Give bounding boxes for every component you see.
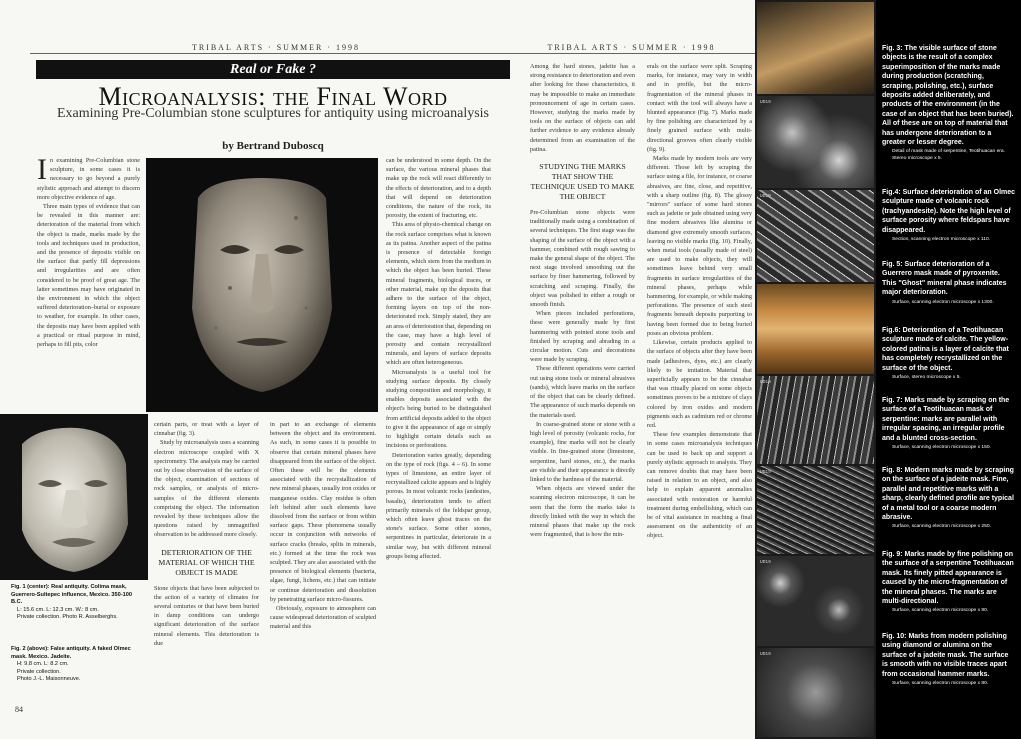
right-col2-paragraph: Likewise, certain products applied to the surface of objects after they have been made (adhesives, dyes, etc.) are clearly likely to be imitation. Material that superficially appears to be the cinnabar that was ritually placed on some objects sometimes proves to be a mixture of clays colored by iron oxides and modern pigments such as cadmium red or chrome red.	[647, 339, 752, 429]
column-1-text	[37, 156, 140, 412]
drop-cap: I	[37, 156, 47, 186]
running-head-right: TRIBAL ARTS · SUMMER · 1998	[547, 43, 716, 52]
fig2-caption-credit: Photo J.-L. Maisonneuve.	[17, 676, 81, 683]
right-col1-paragraph: When objects are viewed under the scanning electron microscope, it can be seen that the form the marks take is directly linked with the way in which the mineral phases that make up the rock were fragmented, that is how the min-	[530, 485, 635, 539]
fig7-sem-photo	[757, 376, 874, 464]
kicker-banner: Real or Fake ?	[36, 60, 510, 79]
right-column-2-text	[647, 62, 752, 734]
scale-label: UD19	[760, 380, 771, 385]
fig5-sem-photo	[757, 190, 874, 282]
col3-paragraph: Microanalysis is a useful tool for studying surface deposits. By closely studying composition and morphology, it enables deposits associated with the object's being buried to be distinguished from artificial deposits added to the object to give it the appearance of age or simply to highlight certain details such as incisions or perforations.	[386, 368, 491, 450]
fig1-colima-mask-photo	[146, 158, 378, 412]
fig7-caption	[882, 396, 1016, 452]
caption-meta: Surface, scanning electron microscope x 150.	[892, 445, 991, 451]
col3-paragraph: can be understood in some depth. On the surface, the various mineral phases that make up the rock will react differently to the effects of deterioration, and to a depth that will depend on deterioration conditions, the nature of the rock, its porosity, the extent of fracturing, etc.	[386, 157, 491, 220]
right-col1-paragraph: Among the hard stones, jadeite has a strong resistance to deterioration and even after looking for these characteristics, it may be impossible to make an immediate pronouncement of age in certain cases. However, studying the marks made by tools on the surface of objects can add further evidence to any evidence already determined from an examination of the patina.	[530, 63, 635, 153]
scale-label: UD19	[760, 652, 771, 657]
fig1-caption-title: Fig. 1 (center): Real antiquity. Colima mask, Guerrero-Sultepec influence, Mexico. 350-100 B.C.	[11, 584, 132, 606]
right-col1-paragraph: When pieces included perforations, these were generally made by first hammering with pointed stone tools and finished by scraping and abrading in a circular motion. Cuts and decorations were made by scraping.	[530, 310, 635, 364]
right-col1-paragraph: These different operations were carried out using stone tools or mineral abrasives (sands), which leave marks on the surface of the object that can be clearly defined. The appearance of such marks depends on the materials used.	[530, 365, 635, 419]
fig6-stereo-photo	[757, 284, 874, 374]
fig1-caption-dimensions: L: 15.6 cm. L: 12.3 cm. W.: 8 cm.	[17, 606, 99, 613]
col-mid-paragraph: in part to an exchange of elements between the object and its environment. As such, in some cases it is possible to observe that certain mineral phases have disappeared from the surface of the object. Often these will be the elements associated with the recrystallization of new mineral phases, usually iron oxides or manganese oxides. Clay residue is often left behind after such elements have dissolved from the surface or from within surface gaps. These phenomena usually occur in conjunction with networks of surface cracks (breaks, splits in minerals, etc.) formed at the time the rock was sculpted. They are also associated with the presence of biological elements (bacteria, algae, fungi, lichens, etc.) that can initiate or continue deterioration and dissolution by penetrating surface micro-fissures.	[270, 421, 376, 603]
fig10-caption	[882, 632, 1016, 688]
byline: by Bertrand Duboscq	[222, 140, 324, 152]
caption-text: Fig. 8: Modern marks made by scraping on the surface of a jadeite mask. Fine, parallel and repetitive marks with a sharp, clearly defined profile are typical of a metal tool or a coarse modern abrasive.	[882, 467, 1014, 522]
fig2-caption-title: Fig. 2 (above): False antiquity. A faked Olmec mask. Mexico. Jadeite.	[11, 646, 131, 660]
section-heading-deterioration: DETERIORATION OF THE MATERIAL OF WHICH THE OBJECT IS MADE	[158, 547, 255, 577]
microscope-photo-strip	[755, 0, 876, 739]
fig1-caption	[11, 584, 137, 622]
caption-meta: Surface, scanning electron microscope x 80.	[892, 681, 989, 687]
fig9-caption	[882, 550, 1016, 615]
scale-label: UD19	[760, 194, 771, 199]
caption-text: Fig. 3: The visible surface of stone objects is the result of a complex superimposition of the marks made during production (scratching, scraping, polishing, etc.), surface deposits added deliberately, and products of the environment (in the case of an object that has been buried). All of these are on top of material that has undergone deterioration to a greater or lesser degree.	[882, 45, 1014, 147]
section-heading-tool-marks: STUDYING THE MARKS THAT SHOW THE TECHNIQUE USED TO MAKE THE OBJECT	[530, 162, 635, 202]
fig2-caption-collection: Private collection.	[17, 668, 61, 675]
col2-paragraph: Study by microanalysis uses a scanning electron microscope coupled with X spectrometry. The analysis may be carried out by close observation of the surface of the object, examination of sections of rock samples, or analysis of micro-samples of the different elements comprising the object. The information revealed by these techniques allow the questions raised by unmagnified observation to be addressed more closely.	[154, 439, 259, 539]
fig3-caption	[882, 44, 1016, 162]
col2-paragraph: Stone objects that have been subjected to the action of a variety of climates for several centuries or that have been buried in damp conditions can undergo significant deterioration of the surface mineral elements. This deterioration is due	[154, 584, 259, 647]
caption-meta: Surface, stereo microscope x 5.	[892, 375, 961, 381]
fig2-caption	[11, 646, 137, 684]
col3-paragraph: This area of physio-chemical change on the rock surface comprises what is known as its patina. Another aspect of the patina is presence of detectable foreign elements, which stem from the medium in which the object has been buried. These mineral fragments, biological traces, or other material, make up the deposits that adhere to the surface of the object, forming layers on top of the non-deteriorated rock. Simply stated, they are an area of deterioration that, depending on the case, may have a high level of porosity and contain recrystallized minerals, and layers of surface deposits which are often heterogeneous.	[386, 221, 491, 367]
figure-caption-panel	[876, 0, 1021, 739]
running-head-left: TRIBAL ARTS · SUMMER · 1998	[191, 43, 361, 52]
col-mid-paragraph: Obviously, exposure to atmosphere can cause widespread deterioration of sculpted material and this	[270, 605, 376, 631]
caption-text: Fig.4: Surface deterioration of an Olmec sculpture made of volcanic rock (trachyandesite). Note the high level of surface porosity where feldspars have disappeared.	[882, 189, 1016, 234]
column-2-text	[154, 420, 259, 732]
column-3-text	[386, 156, 491, 726]
running-head-rule	[30, 53, 512, 54]
fig3-stereo-photo	[757, 2, 874, 94]
fig2-olmec-mask-photo	[0, 414, 148, 580]
column-mid-lower-text	[270, 420, 376, 732]
scale-label: UD19	[760, 100, 771, 105]
caption-meta: Surface, scanning electron microscope x 80.	[892, 608, 989, 614]
caption-text: Fig. 5: Surface deterioration of a Guerrero mask made of pyroxenite. This "Ghost" mineral phase indicates major deterioration.	[882, 261, 1007, 297]
page-number: 84	[15, 705, 23, 714]
fig8-caption	[882, 466, 1016, 531]
caption-text: Fig.6: Deterioration of a Teotihuacan sculpture made of calcite. The yellow-colored patina is a layer of calcite that has completely recrystallized on the surface of the object.	[882, 327, 1009, 372]
caption-meta: Surface, scanning electron microscope x 250.	[892, 524, 991, 530]
scale-label: UD19	[760, 560, 771, 565]
fig9-sem-photo	[757, 556, 874, 646]
fig8-sem-photo	[757, 466, 874, 554]
fig6-caption	[882, 326, 1016, 382]
fig1-caption-credit: Private collection. Photo R. Asselberghs.	[17, 614, 118, 621]
fig4-caption	[882, 188, 1016, 244]
fig2-caption-dimensions: H: 9.8 cm. L: 8.2 cm.	[17, 661, 69, 668]
article-title: Microanalysis: the Final Word	[98, 82, 448, 111]
article-subtitle: Examining Pre-Columbian stone sculptures for antiquity using microanalysis	[57, 106, 489, 121]
fig10-sem-photo	[757, 648, 874, 737]
right-col2-paragraph: Marks made by modern tools are very different. Those left by scraping the surface using a file, for instance, or coarse abrasives, are fine, close, and repetitive, with a sharp outline (fig. 8). The glossy "mirrors" surface of some hard stones such as jadeite or jade obtained using very fine modern abrasives like alumina or diamond give extremely smooth surfaces, leaving no visible marks (fig. 10). Finally, when metal tools (usually made of steel) are used to make objects, they will sometimes leave behind very small fragments in surface irregularities of the mineral phases, perhaps while hammering, for example, or while making perforations. The presence of such steel fragments beneath deposits purporting to having been formed due to being buried poses an obvious problem.	[647, 155, 752, 337]
right-column-1-text	[530, 62, 635, 734]
scale-label: UD19	[760, 470, 771, 475]
col1-paragraph: Three main types of evidence that can be revealed in this manner are: deterioration of the material from which the object is made, marks made by the tools and techniques used in production, and the presence of deposits visible on the surface that partly fill depressions and irregularities and are often considered to be proof of great age. The latter sometimes may have originated in the environment in which the object suffered deterioration–burial or exposure to weather, for example. In other cases, the deposits may have been applied with a practical or ritual purpose in mind, perhaps to fill pits, color	[37, 203, 140, 349]
right-col1-paragraph: Pre-Columbian stone objects were traditionally made using a combination of several techniques. The first stage was the shaping of the surface of the object with a hammer, combined with rough sawing to make the general shape of the object. The next stage involved smoothing out the surface by finer hammering, followed by scratching and scraping. Finally, the object was polished to either a rough or smooth finish.	[530, 209, 635, 309]
col3-paragraph: Deterioration varies greatly, depending on the type of rock (figs. 4 – 6). In some types of limestone, an entire layer of recrystallized calcite appears and is highly porous. In most volcanic rocks (andesites, basalts), deterioration tends to affect primarily minerals of the feldspar group, which often leave ghost traces on the stone's surface. Some other stones, serpentines in particular, deteriorate in a similar way, but with different mineral groups being affected.	[386, 451, 491, 560]
right-col2-paragraph: These few examples demonstrate that in some cases microanalysis techniques can be used to back up and support a purely stylistic approach to analysis. They can remove doubts that may have been raised in relation to an object, and also help to explain apparent anomalies associated with restoration or harmful treatment during embellishing, which can be of vital assistance in reaching a final assessment on the authenticity of an object.	[647, 431, 752, 540]
caption-meta: Detail of mask made of serpentine, Teotihuacan era. Stereo microscope x 5.	[892, 149, 1006, 161]
caption-text: Fig. 10: Marks from modern polishing using diamond or alumina on the surface of a jadeite mask. The surface is smooth with no visible traces apart from occasional hammer marks.	[882, 633, 1009, 678]
right-col1-paragraph: In coarse-grained stone or stone with a high level of porosity (volcanic rocks, for example), fine marks will not be clearly visible. In fine-grained stone (limestone, serpentine, hard stones, etc.), the marks are visible and their appearance is directly linked to the hardness of the material.	[530, 420, 635, 483]
col2-paragraph: certain parts, or treat with a layer of cinnabar (fig. 3).	[154, 421, 259, 438]
caption-text: Fig. 9: Marks made by fine polishing on the surface of a serpentine Teotihuacan mask. Its finely pitted appearance is caused by the micro-fragmentation of the mineral phases. The marks are multi-directional.	[882, 551, 1014, 606]
caption-meta: Section, scanning electron microscope x 110.	[892, 237, 991, 243]
running-head-rule-right	[512, 53, 755, 54]
right-col2-paragraph: erals on the surface were split. Scraping marks, for instance, may vary in width and in profile, but the micro-fragmentation of the mineral phases in contact with the tool will always have a blunted appearance (Fig. 7). Marks made by fine polishing are characterized by a finely grained surface with multi-directional grooves often clearly visible (fig. 9).	[647, 63, 752, 153]
caption-text: Fig. 7: Marks made by scraping on the surface of a Teotihuacan mask of serpentine: marks are parallel with irregular spacing, an irregular profile and a blunted cross-section.	[882, 397, 1010, 442]
caption-meta: Surface, scanning electron microscope x 1300.	[892, 299, 994, 305]
fig4-sem-photo	[757, 96, 874, 188]
col1-paragraph: n examining Pre-Columbian stone sculpture, in some cases it is necessary to go beyond a purely stylistic approach and attempt to discern more objective evidence of age.	[37, 157, 140, 201]
fig5-caption	[882, 260, 1016, 306]
